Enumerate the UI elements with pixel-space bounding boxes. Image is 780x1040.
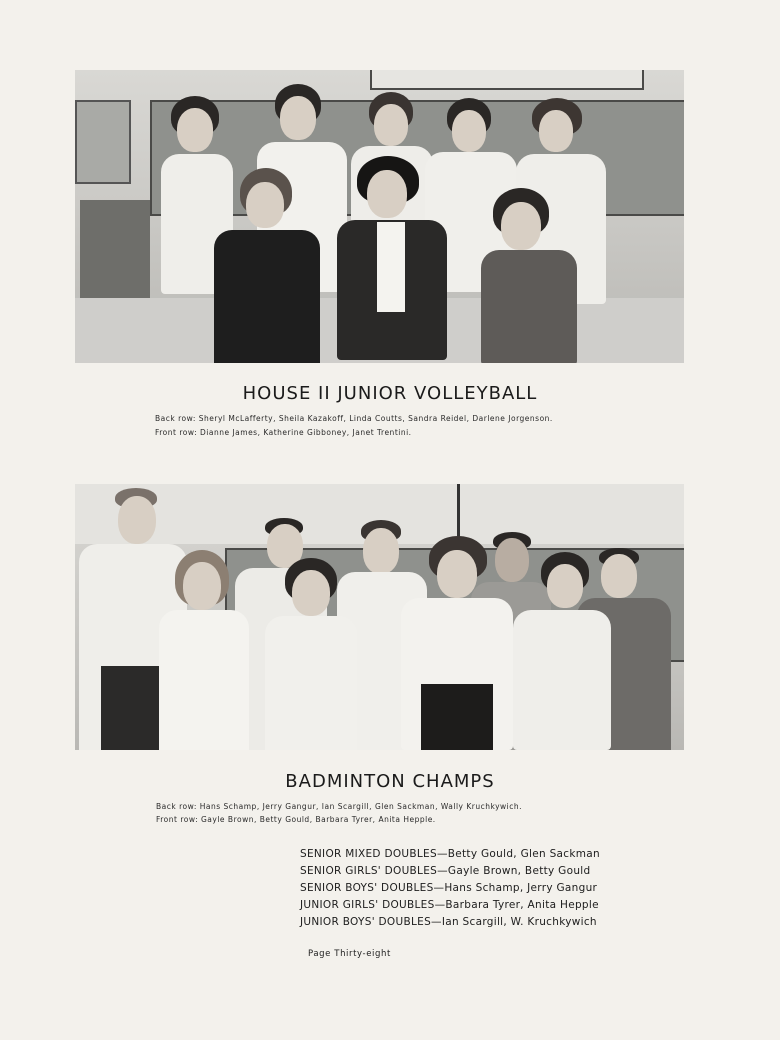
result-line: SENIOR BOYS' DOUBLES—Hans Schamp, Jerry Gangur — [300, 882, 598, 894]
badminton-team-photo — [75, 484, 684, 750]
window — [75, 100, 131, 184]
badminton-back-row-caption: Back row: Hans Schamp, Jerry Gangur, Ian Scargill, Glen Sackman, Wally Kruchkywich. — [156, 802, 522, 811]
volleyball-title: HOUSE II JUNIOR VOLLEYBALL — [242, 383, 538, 404]
table — [80, 200, 150, 300]
badminton-front-row-caption: Front row: Gayle Brown, Betty Gould, Barbara Tyrer, Anita Hepple. — [156, 815, 436, 824]
wall-frame — [370, 70, 644, 90]
result-line: JUNIOR GIRLS' DOUBLES—Barbara Tyrer, Anita Hepple — [300, 899, 599, 911]
badminton-title: BADMINTON CHAMPS — [285, 771, 495, 792]
badminton-results-list — [300, 846, 600, 931]
result-line: SENIOR MIXED DOUBLES—Betty Gould, Glen Sackman — [300, 848, 600, 860]
volleyball-back-row-caption: Back row: Sheryl McLafferty, Sheila Kazakoff, Linda Coutts, Sandra Reidel, Darlene Jorgenson. — [155, 414, 553, 423]
result-line: JUNIOR BOYS' DOUBLES—Ian Scargill, W. Kruchkywich — [300, 916, 597, 928]
page-number: Page Thirty-eight — [308, 949, 391, 959]
volleyball-front-row-caption: Front row: Dianne James, Katherine Gibboney, Janet Trentini. — [155, 428, 412, 437]
volleyball-team-photo — [75, 70, 684, 363]
result-line: SENIOR GIRLS' DOUBLES—Gayle Brown, Betty Gould — [300, 865, 591, 877]
